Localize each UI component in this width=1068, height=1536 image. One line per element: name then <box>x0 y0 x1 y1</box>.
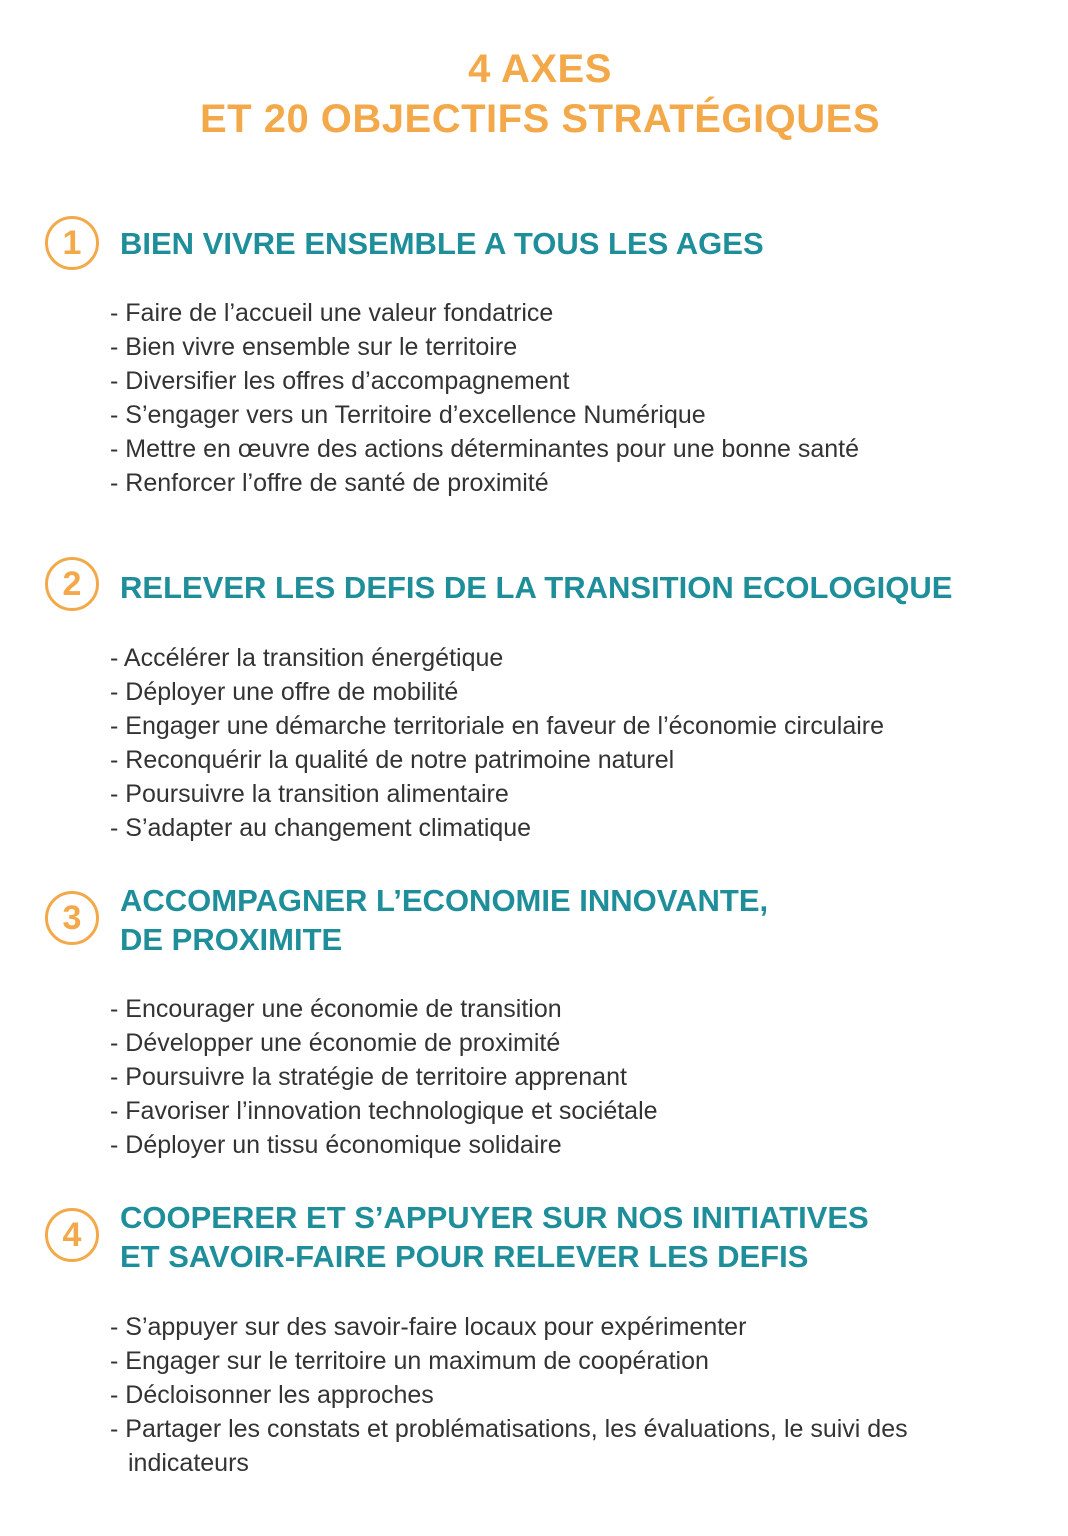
objective-item: - Renforcer l’offre de santé de proximité <box>110 469 549 497</box>
page-title-line-1: 4 AXES <box>468 47 612 91</box>
objective-item: - Engager sur le territoire un maximum de coopération <box>110 1347 709 1375</box>
axis-heading-line: ACCOMPAGNER L’ECONOMIE INNOVANTE, <box>120 883 769 918</box>
objective-item: - Diversifier les offres d’accompagnement <box>110 367 570 395</box>
objectives-list <box>110 992 658 1162</box>
objective-item: - Encourager une économie de transition <box>110 995 562 1023</box>
objective-item: - Déployer un tissu économique solidaire <box>110 1131 562 1159</box>
objective-item: - Poursuivre la transition alimentaire <box>110 780 509 808</box>
objective-item: - Bien vivre ensemble sur le territoire <box>110 333 518 361</box>
objectives-list <box>110 641 884 845</box>
objective-item: - Mettre en œuvre des actions déterminantes pour une bonne santé <box>110 435 860 463</box>
axis-number-badge: 4 <box>45 1208 99 1262</box>
objective-item: - S’engager vers un Territoire d’excellence Numérique <box>110 401 706 429</box>
axis-heading <box>120 224 764 263</box>
objective-item: - Poursuivre la stratégie de territoire apprenant <box>110 1063 627 1091</box>
axis-heading-line: RELEVER LES DEFIS DE LA TRANSITION ECOLOGIQUE <box>120 570 953 605</box>
objective-item: - Déployer une offre de mobilité <box>110 678 459 706</box>
page-title-line-2: ET 20 OBJECTIFS STRATÉGIQUES <box>199 97 881 141</box>
axis-heading <box>120 568 952 607</box>
axis-heading-line: COOPERER ET S’APPUYER SUR NOS INITIATIVES <box>120 1200 869 1235</box>
objectives-list <box>110 1310 988 1480</box>
axis-number-badge: 1 <box>45 216 99 270</box>
objective-item: - S’appuyer sur des savoir-faire locaux pour expérimenter <box>110 1313 747 1341</box>
axis-heading <box>120 881 768 959</box>
axis-heading-line: DE PROXIMITE <box>120 922 343 957</box>
objective-item: - S’adapter au changement climatique <box>110 814 532 842</box>
axis-heading-line: ET SAVOIR-FAIRE POUR RELEVER LES DEFIS <box>120 1239 809 1274</box>
axis-number-badge: 3 <box>45 891 99 945</box>
objective-item: - Faire de l’accueil une valeur fondatrice <box>110 299 554 327</box>
objective-item: - Décloisonner les approches <box>110 1381 434 1409</box>
axis-heading <box>120 1198 869 1276</box>
objectives-list <box>110 296 859 500</box>
axis-heading-line: BIEN VIVRE ENSEMBLE A TOUS LES AGES <box>120 226 764 261</box>
axis-number-badge: 2 <box>45 557 99 611</box>
objective-item: - Reconquérir la qualité de notre patrimoine naturel <box>110 746 675 774</box>
objective-item: - Développer une économie de proximité <box>110 1029 561 1057</box>
objective-item: - Engager une démarche territoriale en faveur de l’économie circulaire <box>110 712 885 740</box>
objective-item: - Accélérer la transition énergétique <box>110 644 504 672</box>
objective-item: - Partager les constats et problématisations, les évaluations, le suivi des indicateurs <box>110 1415 908 1477</box>
objective-item: - Favoriser l’innovation technologique et sociétale <box>110 1097 658 1125</box>
page-title <box>0 44 1068 144</box>
